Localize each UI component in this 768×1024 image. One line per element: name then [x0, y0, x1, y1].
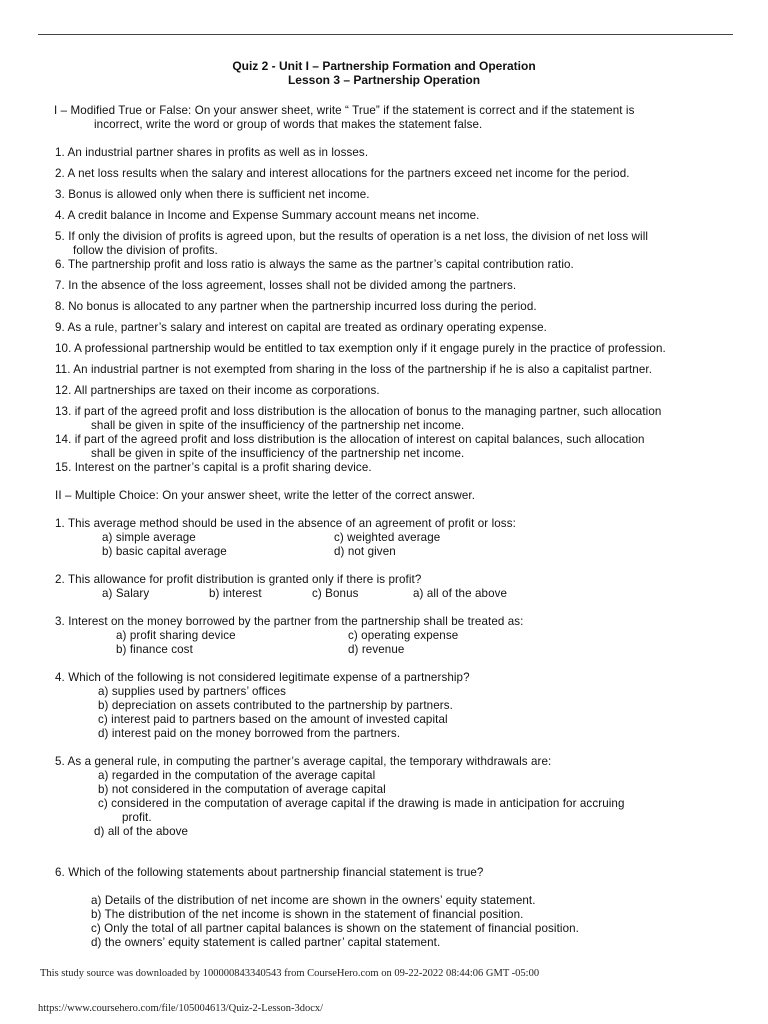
mc-q5-choice-d: d) all of the above [94, 825, 189, 838]
tf-item-5: 5. If only the division of profits is agreed upon, but the results of operation is a net loss, the division of net loss will [55, 230, 649, 243]
mc-q4-choice-a: a) supplies used by partners’ offices [98, 685, 287, 698]
quiz-title: Quiz 2 - Unit I – Partnership Formation and Operation [232, 59, 536, 73]
mc-q5-choice-b: b) not considered in the computation of average capital [98, 783, 386, 796]
part2-instructions: II – Multiple Choice: On your answer sheet, write the letter of the correct answer. [55, 489, 476, 502]
tf-item-7: 7. In the absence of the loss agreement, losses shall not be divided among the partners. [55, 279, 517, 292]
mc-q5-choice-c-cont: profit. [122, 811, 152, 824]
mc-q1-choice-a: a) simple average [102, 531, 196, 544]
lesson-title: Lesson 3 – Partnership Operation [287, 73, 481, 87]
mc-q3-choice-b: b) finance cost [116, 643, 193, 656]
mc-q4-choice-b: b) depreciation on assets contributed to the partnership by partners. [98, 699, 453, 712]
mc-q4-stem: 4. Which of the following is not considered legitimate expense of a partnership? [55, 671, 470, 684]
tf-item-13: 13. if part of the agreed profit and loss distribution is the allocation of bonus to the managing partner, such allocation [55, 405, 662, 418]
tf-item-14: 14. if part of the agreed profit and loss distribution is the allocation of interest on capital balances, such allocation [55, 433, 645, 446]
mc-q5-choice-a: a) regarded in the computation of the average capital [98, 769, 376, 782]
mc-q3-choice-c: c) operating expense [348, 629, 459, 642]
mc-q5-choice-c: c) considered in the computation of average capital if the drawing is made in anticipation for accruing [98, 797, 625, 810]
tf-item-11: 11. An industrial partner is not exempted from sharing in the loss of the partnership if he is also a capitalist partner. [55, 363, 653, 376]
mc-q2-choice-c: c) Bonus [312, 587, 359, 600]
mc-q1-choice-d: d) not given [334, 545, 396, 558]
tf-item-15: 15. Interest on the partner’s capital is a profit sharing device. [55, 461, 372, 474]
tf-item-9: 9. As a rule, partner’s salary and interest on capital are treated as ordinary operating expense. [55, 321, 547, 334]
mc-q6-choice-b: b) The distribution of the net income is shown in the statement of financial position. [91, 908, 524, 921]
mc-q2-choice-d: a) all of the above [413, 587, 508, 600]
tf-item-12: 12. All partnerships are taxed on their income as corporations. [55, 384, 380, 397]
download-source-notice: This study source was downloaded by 100000843340543 from CourseHero.com on 09-22-2022 08:44:06 GMT -05:00 [40, 968, 540, 979]
mc-q3-stem: 3. Interest on the money borrowed by the partner from the partnership shall be treated as: [55, 615, 524, 628]
mc-q4-choice-c: c) interest paid to partners based on the amount of invested capital [98, 713, 448, 726]
mc-q3-choice-d: d) revenue [348, 643, 405, 656]
mc-q3-choice-a: a) profit sharing device [116, 629, 236, 642]
tf-item-6: 6. The partnership profit and loss ratio is always the same as the partner’s capital contribution ratio. [55, 258, 574, 271]
mc-q5-stem: 5. As a general rule, in computing the partner’s average capital, the temporary withdrawals are: [55, 755, 552, 768]
tf-item-3: 3. Bonus is allowed only when there is sufficient net income. [55, 188, 370, 201]
mc-q2-choice-a: a) Salary [102, 587, 150, 600]
part1-instructions: I – Modified True or False: On your answer sheet, write “ True” if the statement is correct and if the statement is [54, 104, 635, 117]
part1-instructions-cont: incorrect, write the word or group of words that makes the statement false. [94, 118, 483, 131]
tf-item-5-cont: follow the division of profits. [73, 244, 218, 257]
tf-item-8: 8. No bonus is allocated to any partner when the partnership incurred loss during the period. [55, 300, 537, 313]
mc-q6-choice-d: d) the owners’ equity statement is called partner’ capital statement. [91, 936, 441, 949]
tf-item-13-cont: shall be given in spite of the insufficiency of the partnership net income. [91, 419, 465, 432]
tf-item-10: 10. A professional partnership would be entitled to tax exemption only if it engage purely in the practice of profession. [55, 342, 666, 355]
mc-q6-stem: 6. Which of the following statements about partnership financial statement is true? [55, 866, 484, 879]
tf-item-2: 2. A net loss results when the salary and interest allocations for the partners exceed net income for the period. [55, 167, 630, 180]
source-url[interactable]: https://www.coursehero.com/file/105004613/Quiz-2-Lesson-3docx/ [38, 1003, 324, 1014]
tf-item-4: 4. A credit balance in Income and Expense Summary account means net income. [55, 209, 480, 222]
tf-item-14-cont: shall be given in spite of the insufficiency of the partnership net income. [91, 447, 465, 460]
mc-q2-choice-b: b) interest [209, 587, 262, 600]
tf-item-1: 1. An industrial partner shares in profits as well as in losses. [55, 146, 369, 159]
top-rule [38, 34, 733, 35]
mc-q1-choice-c: c) weighted average [334, 531, 441, 544]
mc-q1-choice-b: b) basic capital average [102, 545, 227, 558]
mc-q6-choice-a: a) Details of the distribution of net income are shown in the owners’ equity statement. [91, 894, 536, 907]
mc-q2-stem: 2. This allowance for profit distribution is granted only if there is profit? [55, 573, 422, 586]
mc-q1-stem: 1. This average method should be used in the absence of an agreement of profit or loss: [55, 517, 516, 530]
mc-q4-choice-d: d) interest paid on the money borrowed from the partners. [98, 727, 401, 740]
mc-q6-choice-c: c) Only the total of all partner capital balances is shown on the statement of financial position. [91, 922, 579, 935]
